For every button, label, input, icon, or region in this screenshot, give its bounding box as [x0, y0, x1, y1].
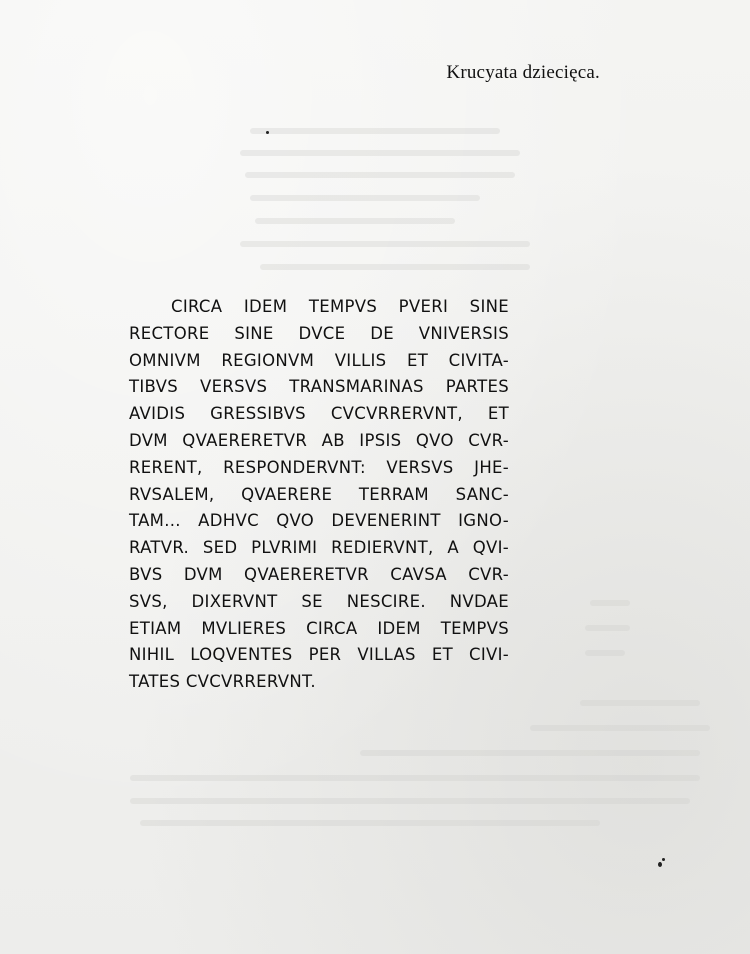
passage-line: AVIDIS GRESSIBVS CVCVRRERVNT, ET [129, 404, 509, 424]
passage-line: ETIAM MVLIERES CIRCA IDEM TEMPVS [129, 618, 509, 638]
passage-line: BVS DVM QVAERERETVR CAVSA CVR- [129, 564, 509, 584]
passage-line: DVM QVAERERETVR AB IPSIS QVO CVR- [129, 430, 509, 450]
passage-line: RERENT, RESPONDERVNT: VERSVS JHE- [129, 457, 509, 477]
passage-line: SVS, DIXERVNT SE NESCIRE. NVDAE [129, 591, 509, 611]
passage-line: RATVR. SED PLVRIMI REDIERVNT, A QVI- [129, 538, 509, 558]
passage-line: CIRCA IDEM TEMPVS PVERI SINE [171, 297, 509, 316]
ink-speck [658, 862, 662, 867]
ink-speck [266, 131, 269, 134]
latin-passage [129, 294, 509, 696]
passage-line: RECTORE SINE DVCE DE VNIVERSIS [129, 323, 509, 343]
passage-line: RVSALEM, QVAERERE TERRAM SANC- [129, 484, 509, 504]
passage-line: OMNIVM REGIONVM VILLIS ET CIVITA- [129, 350, 509, 370]
running-head: Krucyata dziecięca. [446, 62, 600, 83]
ink-speck [662, 858, 665, 861]
passage-line: TIBVS VERSVS TRANSMARINAS PARTES [129, 377, 509, 397]
passage-line: TAM... ADHVC QVO DEVENERINT IGNO- [129, 511, 509, 531]
passage-line: TATES CVCVRRERVNT. [129, 672, 316, 692]
passage-line: NIHIL LOQVENTES PER VILLAS ET CIVI- [129, 645, 509, 665]
